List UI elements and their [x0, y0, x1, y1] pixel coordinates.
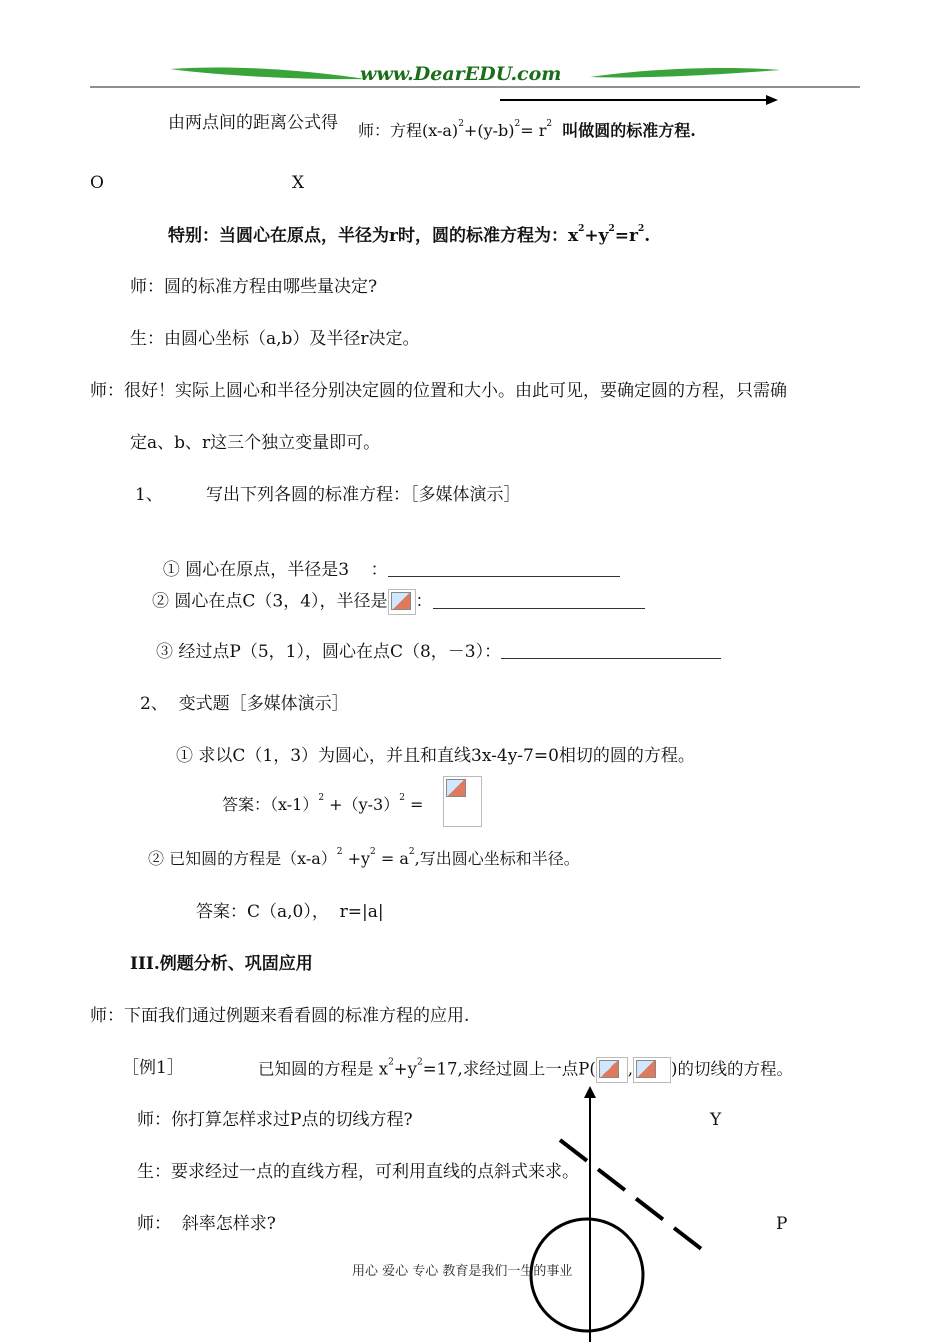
distance-formula-prefix: 由两点间的距离公式得: [168, 113, 338, 133]
sup-2: 2: [458, 119, 464, 129]
teacher-question-3: 师： 斜率怎样求?: [137, 1214, 276, 1234]
broken-image-icon: [443, 776, 482, 827]
exercise-2-item-2-d: ,写出圆心坐标和半径。: [414, 849, 580, 868]
exercise-1-item-2: [152, 589, 645, 615]
sup-2: 2: [399, 793, 405, 803]
teacher-paragraph-1: 师：很好！实际上圆心和半径分别决定圆的位置和大小。由此可见，要确定圆的方程，只需确: [90, 381, 787, 401]
point-label-p: P: [776, 1214, 788, 1234]
broken-image-icon: [633, 1057, 671, 1083]
exercise-1-item-3-text: ③ 经过点P（5，1），圆心在点C（8，－3）：: [156, 642, 502, 662]
special-eq: =r: [614, 226, 638, 246]
sup-2: 2: [416, 1057, 423, 1068]
sup-2: 2: [578, 224, 585, 234]
axis-label-x: X: [292, 173, 305, 193]
y-axis-arrowhead: [584, 1086, 596, 1098]
sup-2: 2: [336, 847, 343, 857]
equation-part-3: = r: [520, 121, 547, 140]
tangent-line-dashed: [560, 1140, 704, 1251]
special-case-text: 特别：当圆心在原点，半径为r时，圆的标准方程为：x: [168, 226, 579, 246]
example-1-text-c: =17,求经过圆上一点P(: [422, 1059, 596, 1079]
special-end: .: [644, 226, 651, 246]
exercise-1-item-2-text: ② 圆心在点C（3，4），半径是: [152, 591, 388, 612]
teacher-question-2: 师：你打算怎样求过P点的切线方程?: [137, 1110, 413, 1130]
sup-2: 2: [514, 119, 521, 129]
exercise-1-item-1: [152, 537, 620, 581]
distance-formula-line: [168, 112, 338, 134]
equation-part-2: +(y-b): [463, 121, 515, 140]
standard-equation-line: [358, 120, 696, 142]
page-footer: 用心 爱心 专心 教育是我们一生的事业: [352, 1264, 573, 1279]
teacher-question-1: 师：圆的标准方程由哪些量决定?: [130, 277, 378, 297]
tangent-circle-figure: [520, 1084, 760, 1344]
equation-suffix: 叫做圆的标准方程.: [562, 121, 696, 140]
example-1-text-e: )的切线的方程。: [671, 1059, 793, 1079]
teacher-equation-text: 师：方程(x-a): [358, 121, 459, 140]
example-1-line: [258, 1057, 793, 1083]
answer-1-line: [222, 794, 423, 816]
special-y: +y: [584, 226, 609, 246]
header-logo-text: www.DearEDU.com: [360, 63, 562, 85]
x-axis-arrow: [500, 93, 780, 107]
exercise-1-item-3: [156, 641, 721, 663]
special-case-line: [168, 225, 650, 247]
sup-2: 2: [546, 119, 553, 129]
teacher-paragraph-1-cont: 定a、b、r这三个独立变量即可。: [130, 433, 381, 453]
answer-2-line: 答案：C（a,0）， r=|a|: [196, 902, 384, 922]
section-3-heading: III.例题分析、巩固应用: [130, 954, 313, 974]
example-1-text-d: ,: [627, 1059, 634, 1079]
example-1-label: ［例1］: [122, 1058, 184, 1078]
axis-label-o: O: [90, 173, 104, 193]
exercise-2-item-2-a: ② 已知圆的方程是（x-a）: [148, 849, 337, 868]
broken-image-icon: [388, 589, 416, 615]
exercise-2-item-2-c: = a: [375, 849, 409, 868]
exercise-2-item-2: [148, 848, 580, 870]
teacher-paragraph-2: 师：下面我们通过例题来看看圆的标准方程的应用.: [90, 1006, 470, 1026]
student-answer-1: 生：由圆心坐标（a,b）及半径r决定。: [130, 329, 420, 349]
exercise-1-item-1-text: ① 圆心在原点，半径是3 ：: [162, 560, 388, 580]
example-1-text-b: +y: [393, 1059, 417, 1079]
answer-blank[interactable]: [388, 560, 620, 577]
sup-2: 2: [637, 224, 645, 234]
header-banner: [90, 62, 860, 92]
answer-blank[interactable]: [433, 592, 645, 609]
answer-blank[interactable]: [501, 642, 721, 659]
sup-2: 2: [608, 224, 615, 234]
sup-2: 2: [318, 793, 325, 803]
sup-2: 2: [388, 1057, 394, 1068]
answer-1-part-b: +（y-3）: [324, 795, 400, 814]
sup-2: 2: [408, 847, 415, 857]
exercise-1-item-2-colon: ：: [415, 591, 433, 612]
exercise-2-title: 2、 变式题［多媒体演示］: [140, 694, 349, 714]
answer-1-part-c: =: [404, 795, 424, 814]
example-1-text-a: 已知圆的方程是 x: [258, 1059, 389, 1079]
exercise-2-item-1: ① 求以C（1，3）为圆心，并且和直线3x-4y-7=0相切的圆的方程。: [176, 746, 695, 766]
broken-image-icon: [596, 1057, 628, 1083]
answer-1-part-a: 答案：（x-1）: [222, 795, 319, 814]
exercise-1-title: 1、 写出下列各圆的标准方程：［多媒体演示］: [135, 485, 521, 505]
sup-2: 2: [370, 847, 376, 857]
exercise-2-item-2-b: +y: [342, 849, 371, 868]
axis-label-y: Y: [710, 1110, 722, 1130]
student-answer-2: 生：要求经过一点的直线方程，可利用直线的点斜式来求。: [137, 1162, 579, 1182]
